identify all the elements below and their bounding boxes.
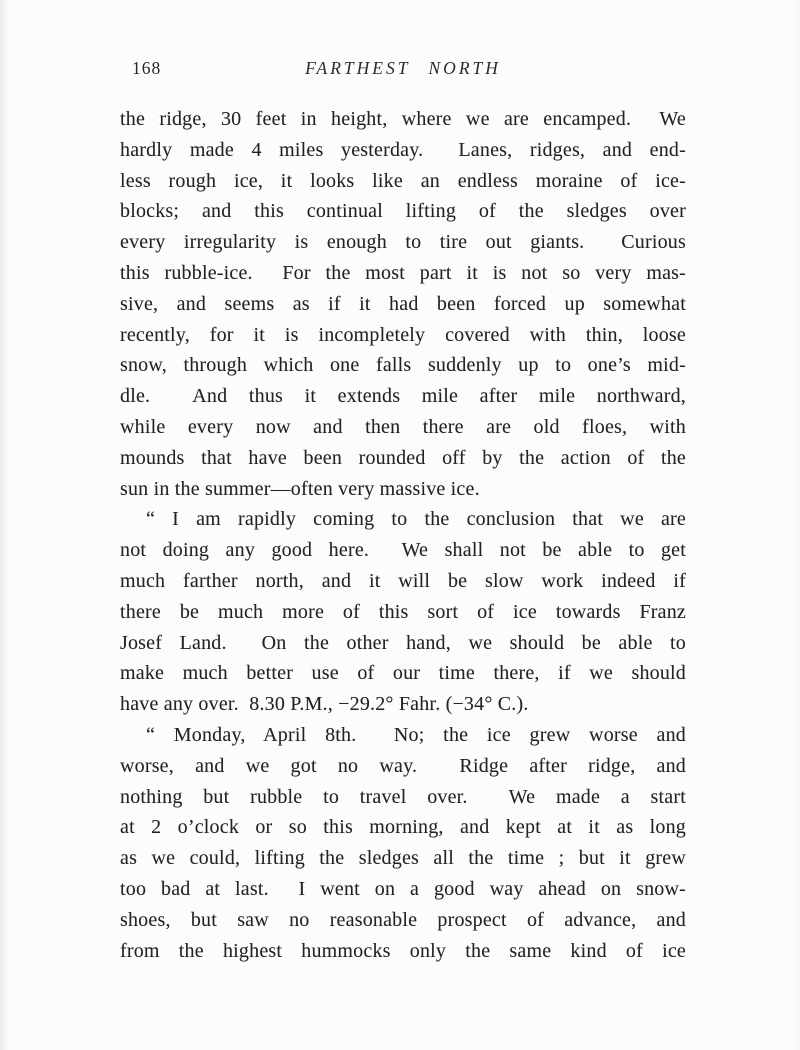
text-line: from the highest hummocks only the same kind of ice bbox=[120, 939, 686, 962]
text-line: as we could, lifting the sledges all the time ; but it grew bbox=[120, 847, 686, 870]
page-header bbox=[120, 58, 686, 84]
text-line: there be much more of this sort of ice towards Franz bbox=[120, 600, 686, 623]
text-line: hardly made 4 miles yesterday. Lanes, ridges, and end- bbox=[120, 138, 686, 161]
text-line: every irregularity is enough to tire out giants. Curious bbox=[120, 231, 686, 254]
text-line: dle. And thus it extends mile after mile northward, bbox=[120, 385, 686, 408]
page-number: 168 bbox=[132, 58, 162, 78]
text-line: too bad at last. I went on a good way ahead on snow- bbox=[120, 877, 686, 900]
text-line: less rough ice, it looks like an endless moraine of ice- bbox=[120, 169, 686, 192]
text-line: recently, for it is incompletely covered with thin, loose bbox=[120, 323, 686, 346]
text-line: snow, through which one falls suddenly up to one’s mid- bbox=[120, 354, 686, 377]
text-line: mounds that have been rounded off by the action of the bbox=[120, 446, 686, 469]
text-line: “ Monday, April 8th. No; the ice grew worse and bbox=[146, 723, 686, 746]
text-line: shoes, but saw no reasonable prospect of advance, and bbox=[120, 908, 686, 931]
text-line: worse, and we got no way. Ridge after ridge, and bbox=[120, 754, 686, 777]
text-line: “ I am rapidly coming to the conclusion that we are bbox=[146, 508, 686, 531]
text-line: the ridge, 30 feet in height, where we are encamped. We bbox=[120, 108, 686, 130]
text-line: sive, and seems as if it had been forced up somewhat bbox=[120, 292, 686, 315]
text-line: much farther north, and it will be slow work indeed if bbox=[120, 569, 686, 592]
text-line: nothing but rubble to travel over. We made a start bbox=[120, 785, 686, 808]
text-line: make much better use of our time there, if we should bbox=[120, 662, 686, 685]
text-line: blocks; and this continual lifting of the sledges over bbox=[120, 200, 686, 223]
running-title: FARTHEST NORTH bbox=[305, 58, 501, 78]
text-block bbox=[120, 104, 686, 966]
text-line: sun in the summer—often very massive ice. bbox=[120, 477, 480, 500]
text-line: at 2 o’clock or so this morning, and kept at it as long bbox=[120, 816, 686, 839]
text-line: have any over. 8.30 P.M., −29.2° Fahr. (−34° C.). bbox=[120, 693, 529, 716]
text-line: not doing any good here. We shall not be able to get bbox=[120, 539, 686, 562]
text-line: this rubble-ice. For the most part it is not so very mas- bbox=[120, 261, 686, 284]
text-line: while every now and then there are old floes, with bbox=[120, 415, 686, 438]
text-line: Josef Land. On the other hand, we should be able to bbox=[120, 631, 686, 654]
